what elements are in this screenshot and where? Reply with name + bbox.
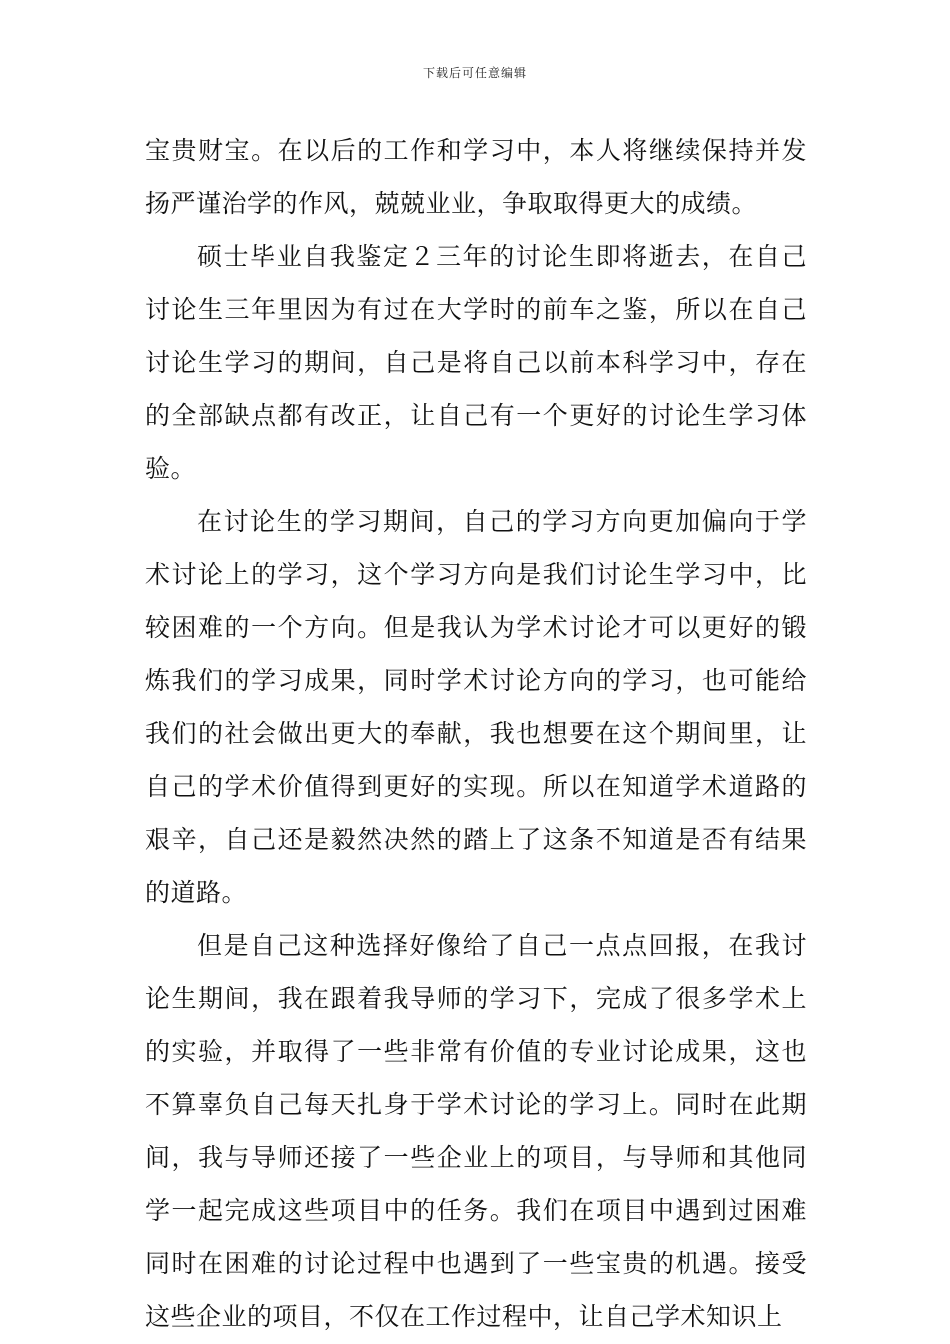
document-body: [145, 124, 807, 1343]
paragraph-academic-direction: 在讨论生的学习期间，自己的学习方向更加偏向于学术讨论上的学习，这个学习方向是我们讨论生学习中，比较困难的一个方向。但是我认为学术讨论才可以更好的锻炼我们的学习成果，同时学术讨论方向的学习，也可能给我们的社会做出更大的奉献，我也想要在这个期间里，让自己的学术价值得到更好的实现。所以在知道学术道路的艰辛，自己还是毅然决然的踏上了这条不知道是否有结果的道路。: [145, 507, 807, 907]
paragraph-continuation: 宝贵财宝。在以后的工作和学习中，本人将继续保持并发扬严谨治学的作风，兢兢业业，争取取得更大的成绩。: [145, 136, 807, 218]
page-header: 下载后可任意编辑: [422, 66, 527, 80]
paragraph-research-results: 但是自己这种选择好像给了自己一点点回报，在我讨论生期间，我在跟着我导师的学习下，完成了很多学术上的实验，并取得了一些非常有价值的专业讨论成果，这也不算辜负自己每天扎身于学术讨论的学习上。同时在此期间，我与导师还接了一些企业上的项目，与导师和其他同学一起完成这些项目中的任务。我们在项目中遇到过困难同时在困难的讨论过程中也遇到了一些宝贵的机遇。接受这些企业的项目，不仅在工作过程中，让自己学术知识上: [145, 931, 807, 1331]
paragraph-self-assessment-intro: 硕士毕业自我鉴定２三年的讨论生即将逝去，在自己讨论生三年里因为有过在大学时的前车之鉴，所以在自己讨论生学习的期间，自己是将自己以前本科学习中，存在的全部缺点都有改正，让自己有一个更好的讨论生学习体验。: [145, 242, 807, 483]
